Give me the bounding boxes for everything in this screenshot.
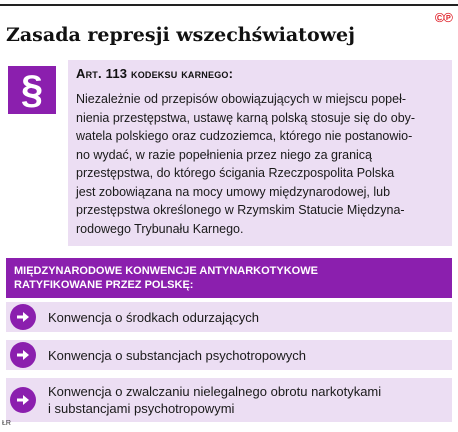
list-item: [6, 340, 452, 370]
article-line: jest zobowiązana na mocy umowy międzynarodowej, lub: [76, 184, 391, 199]
article-body: [76, 90, 444, 238]
arrow-right-icon: [10, 342, 36, 368]
article-line: no wydać, w razie popełnienia przez niego za granicą: [76, 147, 373, 162]
convention-label: Konwencja o substancjach psychotropowych: [48, 347, 306, 363]
list-item: [6, 302, 452, 332]
paragraph-icon: §: [8, 66, 56, 114]
arrow-right-icon: [10, 304, 36, 330]
conventions-header-line: MIĘDZYNARODOWE KONWENCJE ANTYNARKOTYKOWE: [14, 265, 318, 277]
convention-label: Konwencja o zwalczaniu nielegalnego obrotu narkotykami i substancjami psychotropowymi: [48, 384, 382, 416]
list-item: [6, 378, 452, 422]
article-heading: Art. 113 kodeksu karnego:: [76, 66, 234, 81]
conventions-header-line: RATYFIKOWANE PRZEZ POLSKĘ:: [14, 279, 194, 291]
article-line: nienia przestępstwa, ustawę karną polską stosuje się do oby-: [76, 110, 416, 125]
page-title: Zasada represji wszechświatowej: [6, 24, 355, 46]
article-box: [68, 60, 452, 246]
conventions-header: [6, 258, 452, 298]
convention-label: Konwencja o środkach odurzających: [48, 309, 260, 325]
arrow-right-icon: [10, 387, 36, 413]
conventions-list: [6, 302, 452, 430]
article-line: przestępstwa określonego w Rzymskim Statucie Międzyna-: [76, 203, 405, 217]
article-line: przestępstwa, do którego ścigania Rzeczpospolita Polska: [76, 166, 395, 180]
author-credit: ŁR: [2, 420, 11, 427]
top-rule: [0, 4, 458, 6]
copyright-badge: ©℗: [434, 10, 452, 25]
article-line: Niezależnie od przepisów obowiązujących w miejscu popeł-: [76, 92, 407, 106]
article-line: rodowego Trybunału Karnego.: [76, 221, 244, 236]
article-line: watela polskiego oraz cudzoziemca, którego nie postanowio-: [76, 129, 413, 143]
